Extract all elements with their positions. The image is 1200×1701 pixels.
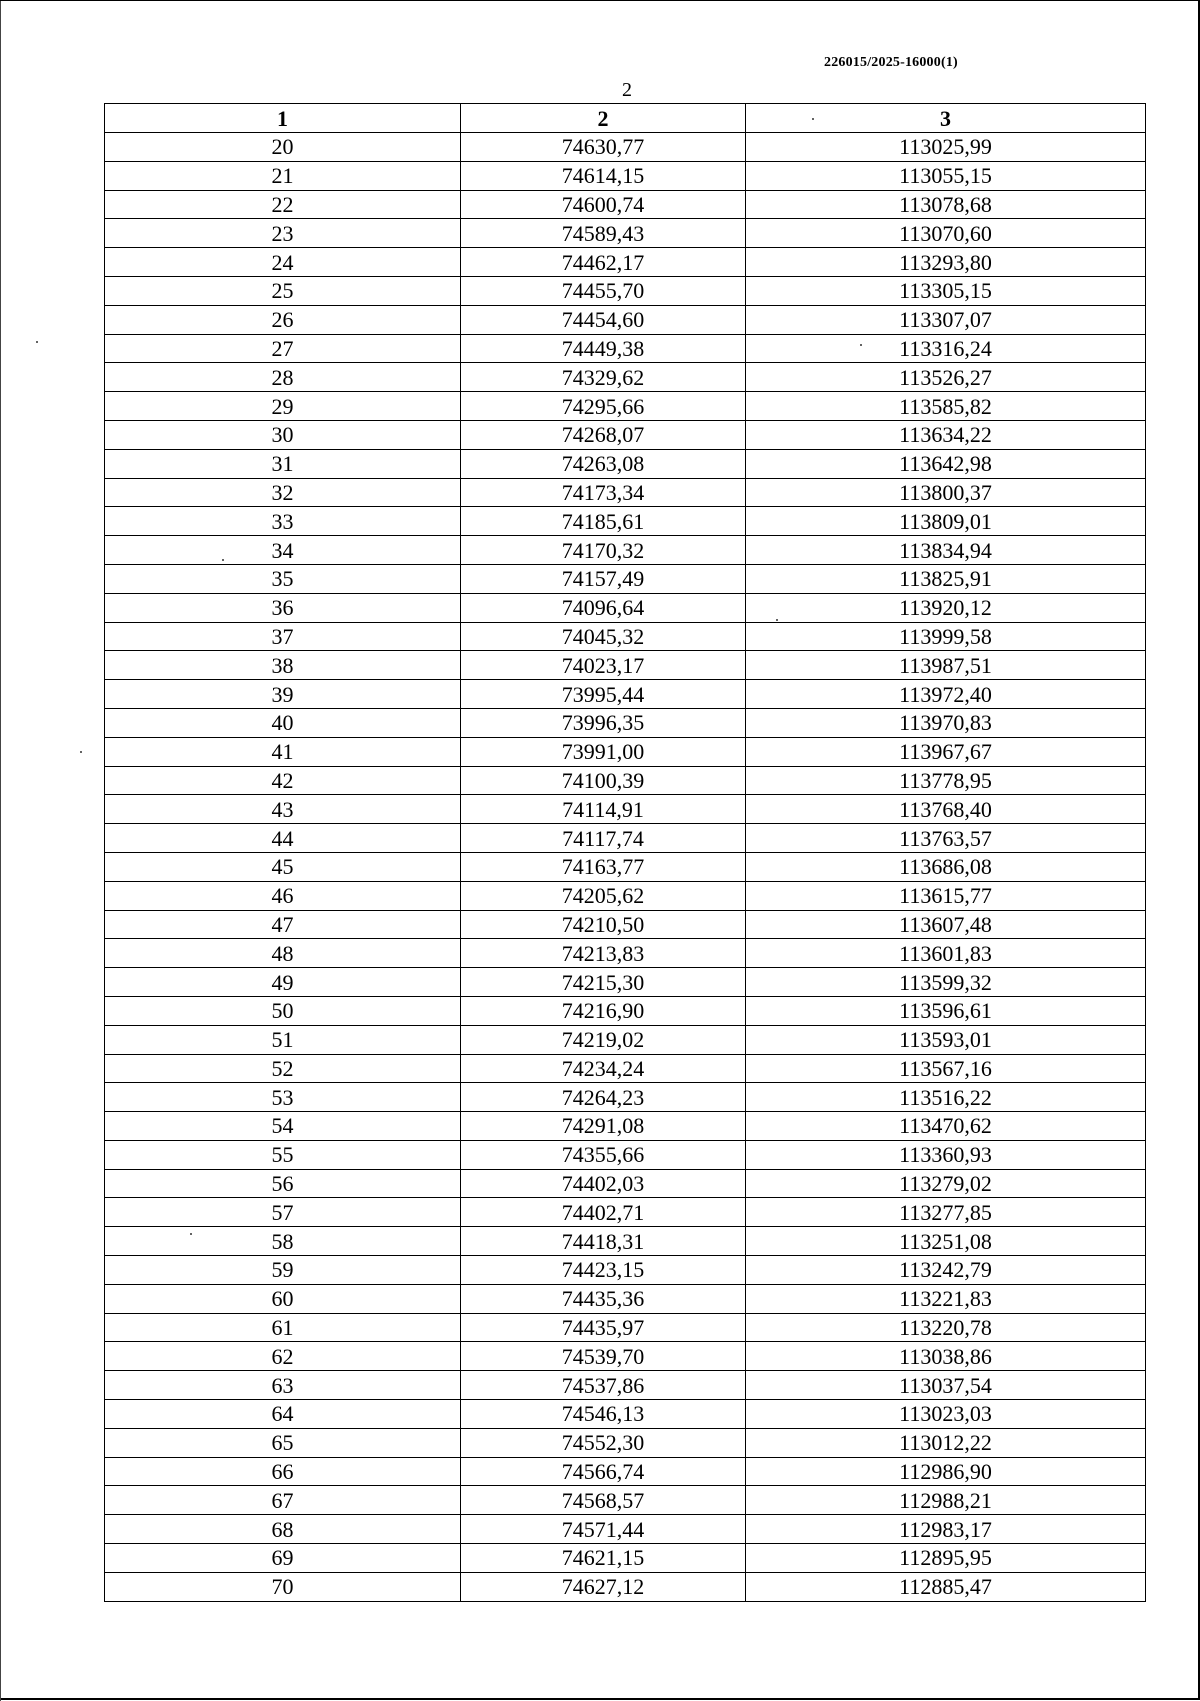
- x-coordinate-cell: 74552,30: [461, 1428, 746, 1457]
- table-row: [105, 1371, 1146, 1400]
- y-coordinate-cell: 113567,16: [746, 1054, 1146, 1083]
- y-coordinate-cell: 113070,60: [746, 219, 1146, 248]
- table-row: [105, 881, 1146, 910]
- x-coordinate-cell: 74185,61: [461, 507, 746, 536]
- table-row: [105, 1284, 1146, 1313]
- y-coordinate-cell: 113593,01: [746, 1025, 1146, 1054]
- x-coordinate-cell: 74621,15: [461, 1544, 746, 1573]
- table-row: [105, 593, 1146, 622]
- table-row: [105, 420, 1146, 449]
- point-number-cell: 68: [105, 1515, 461, 1544]
- y-coordinate-cell: 113585,82: [746, 392, 1146, 421]
- point-number-cell: 57: [105, 1198, 461, 1227]
- table-row: [105, 449, 1146, 478]
- table-row: [105, 1256, 1146, 1285]
- point-number-cell: 45: [105, 852, 461, 881]
- point-number-cell: 36: [105, 593, 461, 622]
- table-row: [105, 766, 1146, 795]
- x-coordinate-cell: 74402,71: [461, 1198, 746, 1227]
- table-row: [105, 1140, 1146, 1169]
- table-header-row: [105, 104, 1146, 133]
- y-coordinate-cell: 113920,12: [746, 593, 1146, 622]
- table-row: [105, 852, 1146, 881]
- column-header-2: 2: [461, 104, 746, 133]
- x-coordinate-cell: 74234,24: [461, 1054, 746, 1083]
- x-coordinate-cell: 74205,62: [461, 881, 746, 910]
- table-row: [105, 392, 1146, 421]
- coordinates-table: [104, 103, 1146, 1602]
- table-row: [105, 1169, 1146, 1198]
- point-number-cell: 53: [105, 1083, 461, 1112]
- y-coordinate-cell: 112885,47: [746, 1572, 1146, 1601]
- point-number-cell: 44: [105, 824, 461, 853]
- point-number-cell: 38: [105, 651, 461, 680]
- x-coordinate-cell: 74291,08: [461, 1112, 746, 1141]
- point-number-cell: 30: [105, 420, 461, 449]
- point-number-cell: 25: [105, 276, 461, 305]
- y-coordinate-cell: 113078,68: [746, 190, 1146, 219]
- x-coordinate-cell: 73995,44: [461, 680, 746, 709]
- y-coordinate-cell: 113221,83: [746, 1284, 1146, 1313]
- point-number-cell: 51: [105, 1025, 461, 1054]
- y-coordinate-cell: 113834,94: [746, 536, 1146, 565]
- x-coordinate-cell: 74600,74: [461, 190, 746, 219]
- point-number-cell: 40: [105, 708, 461, 737]
- x-coordinate-cell: 74173,34: [461, 478, 746, 507]
- y-coordinate-cell: 113279,02: [746, 1169, 1146, 1198]
- x-coordinate-cell: 74114,91: [461, 795, 746, 824]
- x-coordinate-cell: 74614,15: [461, 161, 746, 190]
- y-coordinate-cell: 113025,99: [746, 133, 1146, 162]
- y-coordinate-cell: 113242,79: [746, 1256, 1146, 1285]
- y-coordinate-cell: 113987,51: [746, 651, 1146, 680]
- x-coordinate-cell: 74423,15: [461, 1256, 746, 1285]
- x-coordinate-cell: 74096,64: [461, 593, 746, 622]
- x-coordinate-cell: 74045,32: [461, 622, 746, 651]
- y-coordinate-cell: 113999,58: [746, 622, 1146, 651]
- table-row: [105, 478, 1146, 507]
- x-coordinate-cell: 74568,57: [461, 1486, 746, 1515]
- x-coordinate-cell: 74170,32: [461, 536, 746, 565]
- table-row: [105, 363, 1146, 392]
- point-number-cell: 63: [105, 1371, 461, 1400]
- x-coordinate-cell: 73991,00: [461, 737, 746, 766]
- point-number-cell: 42: [105, 766, 461, 795]
- x-coordinate-cell: 74023,17: [461, 651, 746, 680]
- document-number: 226015/2025-16000(1): [824, 55, 958, 70]
- y-coordinate-cell: 113305,15: [746, 276, 1146, 305]
- point-number-cell: 61: [105, 1313, 461, 1342]
- point-number-cell: 64: [105, 1400, 461, 1429]
- x-coordinate-cell: 74100,39: [461, 766, 746, 795]
- x-coordinate-cell: 74546,13: [461, 1400, 746, 1429]
- y-coordinate-cell: 112983,17: [746, 1515, 1146, 1544]
- x-coordinate-cell: 74537,86: [461, 1371, 746, 1400]
- y-coordinate-cell: 113634,22: [746, 420, 1146, 449]
- y-coordinate-cell: 113972,40: [746, 680, 1146, 709]
- point-number-cell: 21: [105, 161, 461, 190]
- scan-speck: [190, 1233, 192, 1235]
- y-coordinate-cell: 112988,21: [746, 1486, 1146, 1515]
- y-coordinate-cell: 113967,67: [746, 737, 1146, 766]
- point-number-cell: 41: [105, 737, 461, 766]
- table-row: [105, 305, 1146, 334]
- table-row: [105, 680, 1146, 709]
- x-coordinate-cell: 74163,77: [461, 852, 746, 881]
- x-coordinate-cell: 74462,17: [461, 248, 746, 277]
- y-coordinate-cell: 113596,61: [746, 996, 1146, 1025]
- point-number-cell: 60: [105, 1284, 461, 1313]
- table-row: [105, 1544, 1146, 1573]
- table-row: [105, 1515, 1146, 1544]
- y-coordinate-cell: 112895,95: [746, 1544, 1146, 1573]
- table-row: [105, 536, 1146, 565]
- table-row: [105, 507, 1146, 536]
- point-number-cell: 62: [105, 1342, 461, 1371]
- point-number-cell: 33: [105, 507, 461, 536]
- y-coordinate-cell: 113038,86: [746, 1342, 1146, 1371]
- point-number-cell: 47: [105, 910, 461, 939]
- y-coordinate-cell: 113277,85: [746, 1198, 1146, 1227]
- x-coordinate-cell: 74630,77: [461, 133, 746, 162]
- x-coordinate-cell: 74215,30: [461, 968, 746, 997]
- y-coordinate-cell: 113763,57: [746, 824, 1146, 853]
- y-coordinate-cell: 113607,48: [746, 910, 1146, 939]
- y-coordinate-cell: 113642,98: [746, 449, 1146, 478]
- table-row: [105, 1227, 1146, 1256]
- scan-speck: [812, 118, 814, 120]
- x-coordinate-cell: 74571,44: [461, 1515, 746, 1544]
- x-coordinate-cell: 74157,49: [461, 564, 746, 593]
- point-number-cell: 24: [105, 248, 461, 277]
- column-header-3: 3: [746, 104, 1146, 133]
- y-coordinate-cell: 113601,83: [746, 939, 1146, 968]
- point-number-cell: 29: [105, 392, 461, 421]
- table-row: [105, 334, 1146, 363]
- table-row: [105, 1083, 1146, 1112]
- y-coordinate-cell: 113037,54: [746, 1371, 1146, 1400]
- point-number-cell: 70: [105, 1572, 461, 1601]
- table-row: [105, 1457, 1146, 1486]
- table-row: [105, 651, 1146, 680]
- x-coordinate-cell: 74435,36: [461, 1284, 746, 1313]
- table-row: [105, 795, 1146, 824]
- scan-speck: [222, 559, 224, 561]
- point-number-cell: 48: [105, 939, 461, 968]
- x-coordinate-cell: 74295,66: [461, 392, 746, 421]
- point-number-cell: 55: [105, 1140, 461, 1169]
- table-row: [105, 1054, 1146, 1083]
- table-row: [105, 708, 1146, 737]
- scan-speck: [80, 751, 82, 753]
- point-number-cell: 52: [105, 1054, 461, 1083]
- page-edge-line: [0, 1, 1, 1701]
- point-number-cell: 65: [105, 1428, 461, 1457]
- table-row: [105, 219, 1146, 248]
- x-coordinate-cell: 74268,07: [461, 420, 746, 449]
- y-coordinate-cell: 113220,78: [746, 1313, 1146, 1342]
- y-coordinate-cell: 113686,08: [746, 852, 1146, 881]
- point-number-cell: 59: [105, 1256, 461, 1285]
- page-number: 2: [622, 79, 632, 101]
- point-number-cell: 37: [105, 622, 461, 651]
- x-coordinate-cell: 74455,70: [461, 276, 746, 305]
- y-coordinate-cell: 113809,01: [746, 507, 1146, 536]
- y-coordinate-cell: 113825,91: [746, 564, 1146, 593]
- x-coordinate-cell: 74216,90: [461, 996, 746, 1025]
- point-number-cell: 28: [105, 363, 461, 392]
- x-coordinate-cell: 74449,38: [461, 334, 746, 363]
- table-row: [105, 737, 1146, 766]
- point-number-cell: 56: [105, 1169, 461, 1198]
- point-number-cell: 54: [105, 1112, 461, 1141]
- table-row: [105, 248, 1146, 277]
- table-row: [105, 824, 1146, 853]
- x-coordinate-cell: 74329,62: [461, 363, 746, 392]
- point-number-cell: 20: [105, 133, 461, 162]
- point-number-cell: 23: [105, 219, 461, 248]
- x-coordinate-cell: 73996,35: [461, 708, 746, 737]
- table-row: [105, 968, 1146, 997]
- point-number-cell: 69: [105, 1544, 461, 1573]
- table-row: [105, 1112, 1146, 1141]
- column-header-1: 1: [105, 104, 461, 133]
- y-coordinate-cell: 113293,80: [746, 248, 1146, 277]
- x-coordinate-cell: 74454,60: [461, 305, 746, 334]
- x-coordinate-cell: 74210,50: [461, 910, 746, 939]
- table-row: [105, 622, 1146, 651]
- y-coordinate-cell: 113970,83: [746, 708, 1146, 737]
- y-coordinate-cell: 113012,22: [746, 1428, 1146, 1457]
- table-body: [105, 133, 1146, 1602]
- x-coordinate-cell: 74627,12: [461, 1572, 746, 1601]
- table-row: [105, 564, 1146, 593]
- table-row: [105, 133, 1146, 162]
- y-coordinate-cell: 112986,90: [746, 1457, 1146, 1486]
- table-row: [105, 1313, 1146, 1342]
- x-coordinate-cell: 74435,97: [461, 1313, 746, 1342]
- y-coordinate-cell: 113251,08: [746, 1227, 1146, 1256]
- table-row: [105, 161, 1146, 190]
- point-number-cell: 26: [105, 305, 461, 334]
- x-coordinate-cell: 74117,74: [461, 824, 746, 853]
- table-row: [105, 1428, 1146, 1457]
- y-coordinate-cell: 113800,37: [746, 478, 1146, 507]
- table-row: [105, 1400, 1146, 1429]
- y-coordinate-cell: 113470,62: [746, 1112, 1146, 1141]
- point-number-cell: 49: [105, 968, 461, 997]
- x-coordinate-cell: 74539,70: [461, 1342, 746, 1371]
- y-coordinate-cell: 113768,40: [746, 795, 1146, 824]
- table-row: [105, 1198, 1146, 1227]
- point-number-cell: 50: [105, 996, 461, 1025]
- table-row: [105, 276, 1146, 305]
- point-number-cell: 35: [105, 564, 461, 593]
- x-coordinate-cell: 74219,02: [461, 1025, 746, 1054]
- point-number-cell: 58: [105, 1227, 461, 1256]
- table-row: [105, 910, 1146, 939]
- y-coordinate-cell: 113599,32: [746, 968, 1146, 997]
- y-coordinate-cell: 113316,24: [746, 334, 1146, 363]
- scan-speck: [860, 344, 862, 346]
- y-coordinate-cell: 113023,03: [746, 1400, 1146, 1429]
- table-row: [105, 1025, 1146, 1054]
- table-row: [105, 996, 1146, 1025]
- table-row: [105, 1572, 1146, 1601]
- x-coordinate-cell: 74566,74: [461, 1457, 746, 1486]
- y-coordinate-cell: 113516,22: [746, 1083, 1146, 1112]
- scan-speck: [36, 341, 38, 343]
- y-coordinate-cell: 113055,15: [746, 161, 1146, 190]
- scan-speck: [776, 619, 778, 621]
- x-coordinate-cell: 74589,43: [461, 219, 746, 248]
- table-row: [105, 1342, 1146, 1371]
- point-number-cell: 27: [105, 334, 461, 363]
- x-coordinate-cell: 74402,03: [461, 1169, 746, 1198]
- table-row: [105, 939, 1146, 968]
- y-coordinate-cell: 113526,27: [746, 363, 1146, 392]
- point-number-cell: 22: [105, 190, 461, 219]
- y-coordinate-cell: 113307,07: [746, 305, 1146, 334]
- point-number-cell: 31: [105, 449, 461, 478]
- table-row: [105, 1486, 1146, 1515]
- point-number-cell: 39: [105, 680, 461, 709]
- point-number-cell: 66: [105, 1457, 461, 1486]
- x-coordinate-cell: 74355,66: [461, 1140, 746, 1169]
- point-number-cell: 34: [105, 536, 461, 565]
- y-coordinate-cell: 113615,77: [746, 881, 1146, 910]
- table-row: [105, 190, 1146, 219]
- point-number-cell: 46: [105, 881, 461, 910]
- x-coordinate-cell: 74213,83: [461, 939, 746, 968]
- x-coordinate-cell: 74418,31: [461, 1227, 746, 1256]
- x-coordinate-cell: 74264,23: [461, 1083, 746, 1112]
- point-number-cell: 43: [105, 795, 461, 824]
- x-coordinate-cell: 74263,08: [461, 449, 746, 478]
- y-coordinate-cell: 113360,93: [746, 1140, 1146, 1169]
- y-coordinate-cell: 113778,95: [746, 766, 1146, 795]
- point-number-cell: 32: [105, 478, 461, 507]
- point-number-cell: 67: [105, 1486, 461, 1515]
